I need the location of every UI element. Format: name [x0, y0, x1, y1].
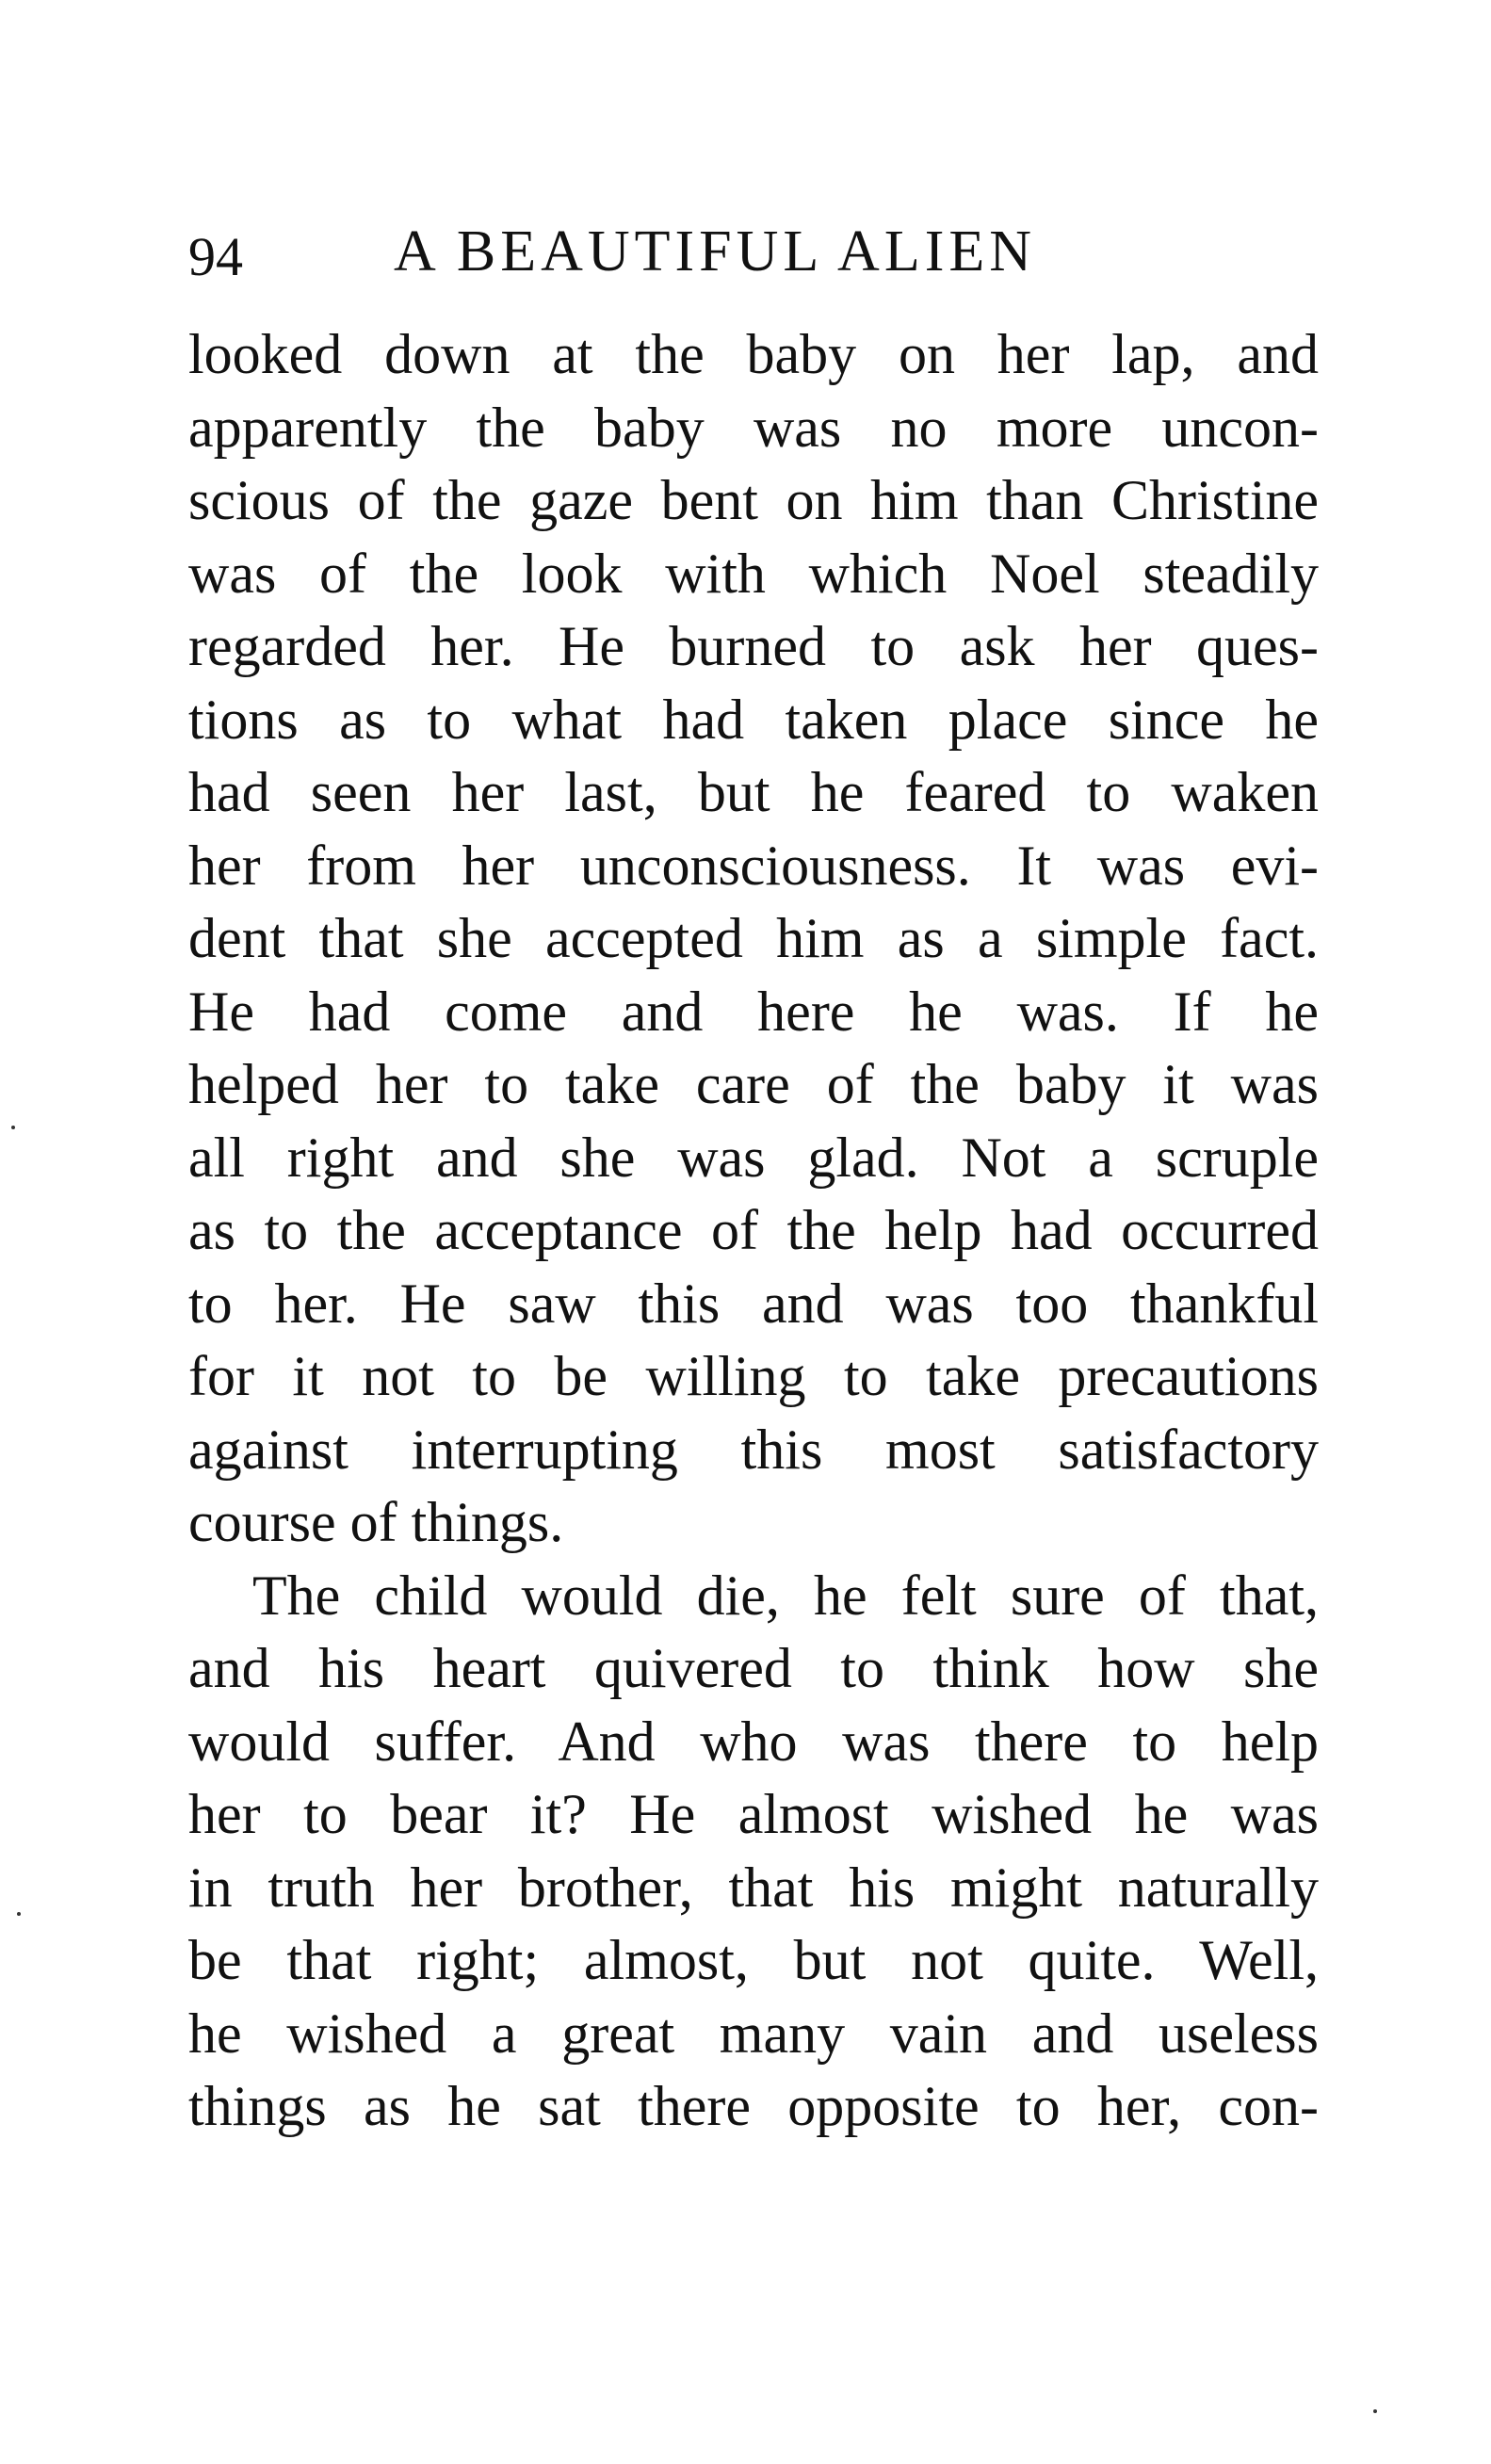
text-line: her to bear it? He almost wished he was [188, 1783, 1319, 1845]
text-line: course of things. [188, 1491, 564, 1553]
text-line: all right and she was glad. Not a scruple [188, 1126, 1319, 1189]
paragraph-1 [188, 318, 1319, 1560]
print-speck [11, 1126, 15, 1129]
text-line: The child would die, he felt sure of that, [252, 1564, 1319, 1627]
text-line: would suffer. And who was there to help [188, 1710, 1319, 1773]
text-line: scious of the gaze bent on him than Christine [188, 469, 1319, 531]
text-line: had seen her last, but he feared to waken [188, 761, 1319, 823]
page-number: 94 [188, 226, 243, 287]
text-line: as to the acceptance of the help had occurred [188, 1199, 1319, 1261]
text-line: was of the look with which Noel steadily [188, 542, 1319, 605]
text-line: looked down at the baby on her lap, and [188, 323, 1319, 385]
running-head [188, 209, 1319, 294]
text-line: be that right; almost, but not quite. Well, [188, 1929, 1319, 1991]
print-speck [17, 1912, 21, 1916]
text-line: and his heart quivered to think how she [188, 1637, 1319, 1699]
text-line: her from her unconsciousness. It was evi- [188, 834, 1319, 897]
text-line: dent that she accepted him as a simple fact. [188, 907, 1319, 969]
text-line: against interrupting this most satisfactory [188, 1418, 1319, 1481]
text-line: apparently the baby was no more uncon- [188, 396, 1319, 459]
text-line: regarded her. He burned to ask her ques- [188, 615, 1319, 677]
text-line: he wished a great many vain and useless [188, 2002, 1319, 2065]
body-text [188, 318, 1319, 2144]
text-line: helped her to take care of the baby it was [188, 1053, 1319, 1115]
text-line: He had come and here he was. If he [188, 980, 1319, 1043]
paragraph-2 [188, 1560, 1319, 2144]
text-line: tions as to what had taken place since he [188, 688, 1319, 751]
print-speck [1373, 2409, 1377, 2413]
text-line: to her. He saw this and was too thankful [188, 1272, 1319, 1335]
text-line: for it not to be willing to take precautions [188, 1345, 1319, 1407]
running-title: A BEAUTIFUL ALIEN [394, 219, 1036, 284]
text-line: things as he sat there opposite to her, con- [188, 2075, 1319, 2137]
text-line: in truth her brother, that his might naturally [188, 1856, 1319, 1919]
